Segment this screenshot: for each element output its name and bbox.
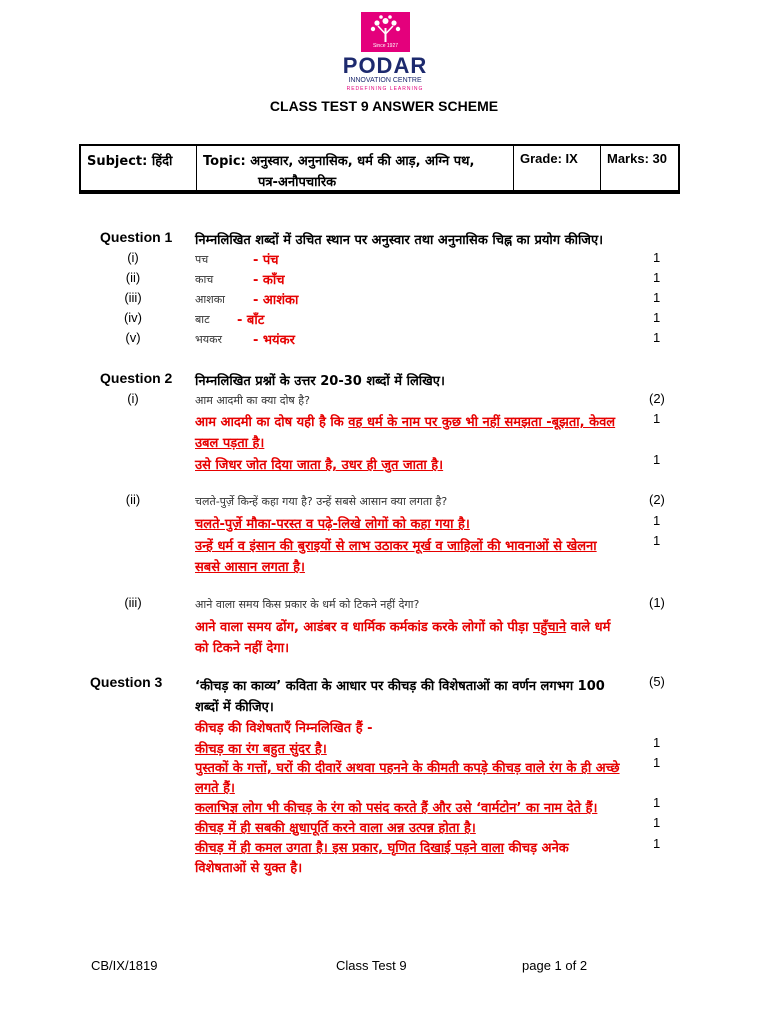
logo-since: Since 1927	[372, 43, 399, 49]
header-table	[79, 144, 680, 194]
q1-item-1-word: पच	[195, 253, 209, 266]
q3-answer-7a: कीचड़ में ही कमल उगता है। इस प्रकार, घृणित दिखाई पड़ने वाला	[195, 841, 505, 856]
q2-iii-question: आने वाला समय किस प्रकार के धर्म को टिकने नहीं देगा?	[195, 598, 420, 611]
q1-item-2-answer: - काँच	[253, 273, 285, 288]
q2-ii-answer-line-2: उन्हें धर्म व इंसान की बुराइयों से लाभ उठाकर मूर्ख व जाहिलों की भावनाओं से खेलना	[195, 539, 597, 554]
q1-item-2-num: (ii)	[125, 270, 141, 285]
q2-iii-answer-line-1	[195, 617, 610, 635]
subject-cell	[81, 146, 196, 190]
q2-iii-answer-1c: वाले धर्म	[566, 620, 611, 635]
topic-line-1: Topic: अनुस्वार, अनुनासिक, धर्म की आड़, अग्नि पथ,	[203, 154, 475, 169]
q1-item-5-word: भयकर	[195, 333, 223, 346]
q2-iii-answer-1b: पहुँचाने	[532, 620, 567, 635]
q1-item-1-num: (i)	[127, 250, 139, 265]
footer-page: page 1 of 2	[522, 958, 588, 973]
q1-text: निम्नलिखित शब्दों में उचित स्थान पर अनुस्वार तथा अनुनासिक चिह्न का प्रयोग कीजिए।	[195, 233, 604, 248]
q3-answer-line-3: पुस्तकों के गत्तों, घरों की दीवारें अथवा पहनने के कीमती कपड़े कीचड़ वाले रंग के ही अच्छे	[195, 761, 620, 776]
q2-ii-mark-2: 1	[653, 533, 661, 548]
q2-ii-answer-line-1: चलते-पुर्ज़े मौका-परस्त व पढ़े-लिखे लोगों को कहा गया है।	[195, 517, 470, 532]
q2-i-mark-1: 1	[653, 411, 661, 426]
q3-answer-7b: कीचड़ अनेक	[504, 841, 569, 856]
q2-label: Question 2	[100, 370, 173, 386]
footer-test: Class Test 9	[336, 958, 407, 973]
marks-cell	[600, 146, 680, 190]
footer-code: CB/IX/1819	[91, 958, 158, 973]
topic-cell	[196, 146, 513, 190]
q1-item-3-answer: - आशंका	[253, 293, 299, 308]
q1-item-3-mark: 1	[653, 290, 661, 305]
q2-i-question: आम आदमी का क्या दोष है?	[195, 394, 310, 407]
q3-mark-3: 1	[653, 795, 661, 810]
grade-text: Grade: IX	[520, 151, 578, 166]
grade-cell	[513, 146, 600, 190]
q2-i-answer-1a: आम आदमी का दोष यही है कि	[195, 415, 349, 430]
q2-i-answer-line-3: उसे जिधर जोत दिया जाता है, उधर ही जुत जाता है।	[195, 458, 444, 473]
q2-iii-num: (iii)	[124, 595, 142, 610]
q3-total: (5)	[649, 674, 665, 689]
topic-line-2: पत्र-अनौपचारिक	[258, 175, 337, 190]
q3-text-line-1: ‘कीचड़ का काव्य’ कविता के आधार पर कीचड़ की विशेषताओं का वर्णन लगभग 100	[195, 679, 605, 694]
q1-item-4-word: बाट	[195, 313, 210, 326]
q1-item-3-num: (iii)	[124, 290, 142, 305]
q3-answer-line-5: कलाभिज्ञ लोग भी कीचड़ के रंग को पसंद करते हैं और उसे ‘वार्मटोन’ का नाम देते हैं।	[195, 801, 598, 816]
q3-answer-line-1: कीचड़ की विशेषताएँ निम्नलिखित हैं -	[195, 721, 373, 736]
q1-item-3-word: आशका	[195, 293, 226, 306]
q2-ii-mark-1: 1	[653, 513, 661, 528]
q3-mark-5: 1	[653, 836, 661, 851]
q2-ii-answer-line-3: सबसे आसान लगता है।	[195, 560, 305, 575]
q2-ii-question: चलते-पुर्ज़े किन्हें कहा गया है? उन्हें सबसे आसान क्या लगता है?	[195, 495, 448, 508]
q1-item-2-word: काच	[195, 273, 214, 286]
q2-ii-num: (ii)	[125, 492, 141, 507]
q1-item-4-num: (iv)	[123, 310, 143, 325]
q2-ii-total: (2)	[649, 492, 665, 507]
q1-item-4-answer: - बाँट	[237, 313, 265, 328]
subject-text: Subject: हिंदी	[87, 154, 173, 169]
q1-item-2-mark: 1	[653, 270, 661, 285]
logo-tagline: REDEFINING LEARNING	[346, 86, 424, 92]
q1-item-5-answer: - भयंकर	[253, 333, 295, 348]
q3-answer-line-8: विशेषताओं से युक्त है।	[195, 861, 303, 876]
q1-item-5-num: (v)	[125, 330, 141, 345]
q2-i-mark-2: 1	[653, 452, 661, 467]
logo-subtitle: INNOVATION CENTRE	[348, 77, 422, 84]
q2-iii-answer-line-2: को टिकने नहीं देगा।	[195, 641, 290, 656]
q1-item-5-mark: 1	[653, 330, 661, 345]
q2-text: निम्नलिखित प्रश्नों के उत्तर 20-30 शब्दों में लिखिए।	[195, 374, 445, 389]
q3-mark-1: 1	[653, 735, 661, 750]
q2-i-answer-1b: वह धर्म के नाम पर कुछ भी नहीं समझता -बूझता, केवल	[348, 415, 616, 430]
q3-answer-line-7	[195, 838, 569, 856]
page-title: CLASS TEST 9 ANSWER SCHEME	[269, 98, 499, 114]
q1-item-1-answer: - पंच	[253, 253, 279, 268]
q3-answer-line-6: कीचड़ में ही सबकी क्षुधापूर्ति करने वाला अन्न उत्पन्न होता है।	[195, 821, 476, 836]
q3-mark-2: 1	[653, 755, 661, 770]
q2-i-answer-line-2: उबल पड़ता है।	[195, 436, 265, 451]
q2-iii-answer-1a: आने वाला समय ढोंग, आडंबर व धार्मिक कर्मकांड करके लोगों को पीड़ा	[195, 620, 533, 635]
q3-answer-line-2: कीचड़ का रंग बहुत सुंदर है।	[195, 742, 327, 757]
q2-iii-total: (1)	[649, 595, 665, 610]
q2-i-answer-line-1	[195, 412, 615, 430]
q3-mark-4: 1	[653, 815, 661, 830]
q3-answer-line-4: लगते हैं।	[195, 781, 235, 796]
q1-item-1-mark: 1	[653, 250, 661, 265]
q3-label: Question 3	[90, 674, 163, 690]
q3-text-line-2: शब्दों में कीजिए।	[195, 700, 274, 715]
q2-i-total: (2)	[649, 391, 665, 406]
marks-text: Marks: 30	[607, 151, 667, 166]
logo-name: PODAR	[342, 53, 428, 78]
q1-label: Question 1	[100, 229, 173, 245]
q2-i-num: (i)	[127, 391, 139, 406]
q1-item-4-mark: 1	[653, 310, 661, 325]
